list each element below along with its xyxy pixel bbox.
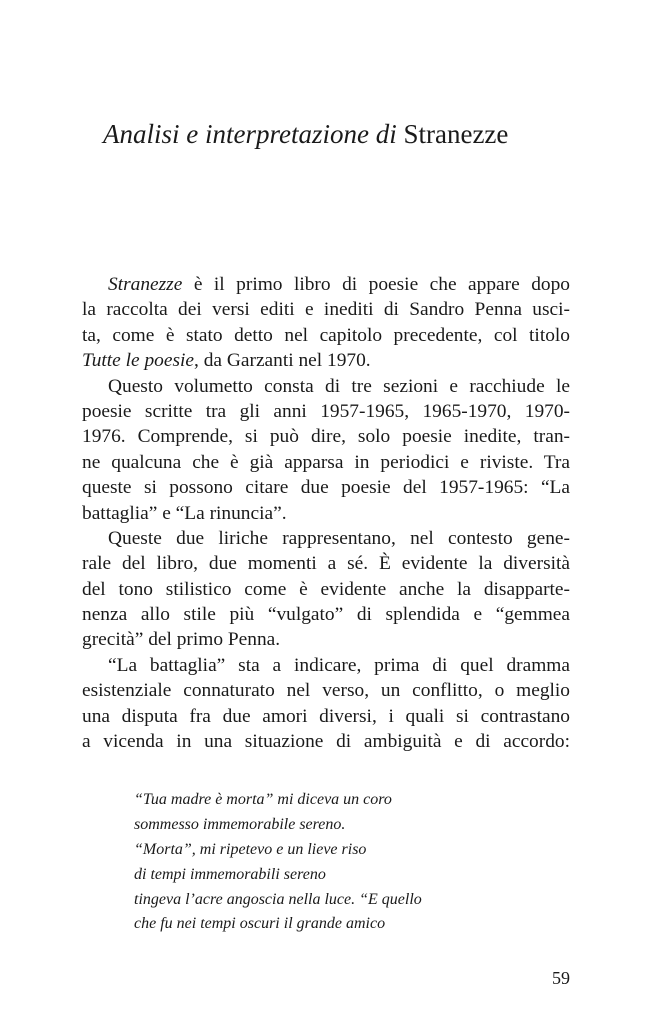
paragraph-4-line-4: a vicenda in una situazione di ambiguità e di accordo:	[82, 731, 570, 753]
poem-quote	[134, 788, 422, 937]
poem-verse: che fu nei tempi oscuri il grande amico	[134, 915, 386, 933]
paragraph-1-line-3: ta, come è stato detto nel capitolo precedente, col titolo	[82, 324, 570, 346]
paragraph-3-line-3: del tono stilistico come è evidente anche la disapparte-	[82, 578, 570, 600]
poem-verse: “Morta”, mi ripetevo e un lieve riso	[134, 840, 367, 858]
poem-verse: tingeva l’acre angoscia nella luce. “E quello	[134, 890, 422, 908]
paragraph-2-line-5: queste si possono citare due poesie del 1957-1965: “La	[82, 477, 570, 499]
paragraph-4-line-3: una disputa fra due amori diversi, i quali si contrastano	[82, 705, 570, 727]
poem-verse: di tempi immemorabili sereno	[134, 865, 326, 883]
paragraph-1-line-4: Tutte le poesie, da Garzanti nel 1970.	[82, 350, 371, 372]
page-number: 59	[552, 968, 570, 988]
paragraph-3-line-2: rale del libro, due momenti a sé. È evidente la diversità	[82, 553, 570, 575]
body-text	[82, 272, 570, 754]
paragraph-3-line-1: Queste due liriche rappresentano, nel contesto gene-	[108, 527, 570, 549]
paragraph-2-line-6: battaglia” e “La rinuncia”.	[82, 502, 287, 524]
poem-verse: sommesso immemorabile sereno.	[134, 815, 346, 833]
paragraph-3-line-5: grecità” del primo Penna.	[82, 629, 281, 651]
paragraph-4-line-1: “La battaglia” sta a indicare, prima di quel dramma	[108, 654, 570, 676]
chapter-title	[103, 116, 508, 152]
paragraph-4-line-2: esistenziale connaturato nel verso, un conflitto, o meglio	[82, 680, 570, 702]
chapter-title-italic: Analisi e interpretazione di	[103, 119, 397, 149]
paragraph-2-line-3: 1976. Comprende, si può dire, solo poesie inedite, tran-	[82, 426, 570, 448]
paragraph-2-line-2: poesie scritte tra gli anni 1957-1965, 1965-1970, 1970-	[82, 400, 570, 422]
chapter-title-roman: Stranezze	[403, 119, 509, 149]
paragraph-1-line-1: Stranezze è il primo libro di poesie che appare dopo	[108, 274, 570, 295]
paragraph-2-line-1: Questo volumetto consta di tre sezioni e racchiude le	[108, 375, 570, 397]
paragraph-2-line-4: ne qualcuna che è già apparsa in periodici e riviste. Tra	[82, 451, 570, 473]
poem-verse: “Tua madre è morta” mi diceva un coro	[134, 791, 392, 808]
paragraph-1-line-2: la raccolta dei versi editi e inediti di Sandro Penna usci-	[82, 299, 570, 321]
paragraph-3-line-4: nenza allo stile più “vulgato” di splendida e “gemmea	[82, 604, 570, 626]
book-title-tutte-le-poesie: Tutte le poesie	[82, 350, 195, 372]
book-title-stranezze: Stranezze	[108, 274, 183, 295]
